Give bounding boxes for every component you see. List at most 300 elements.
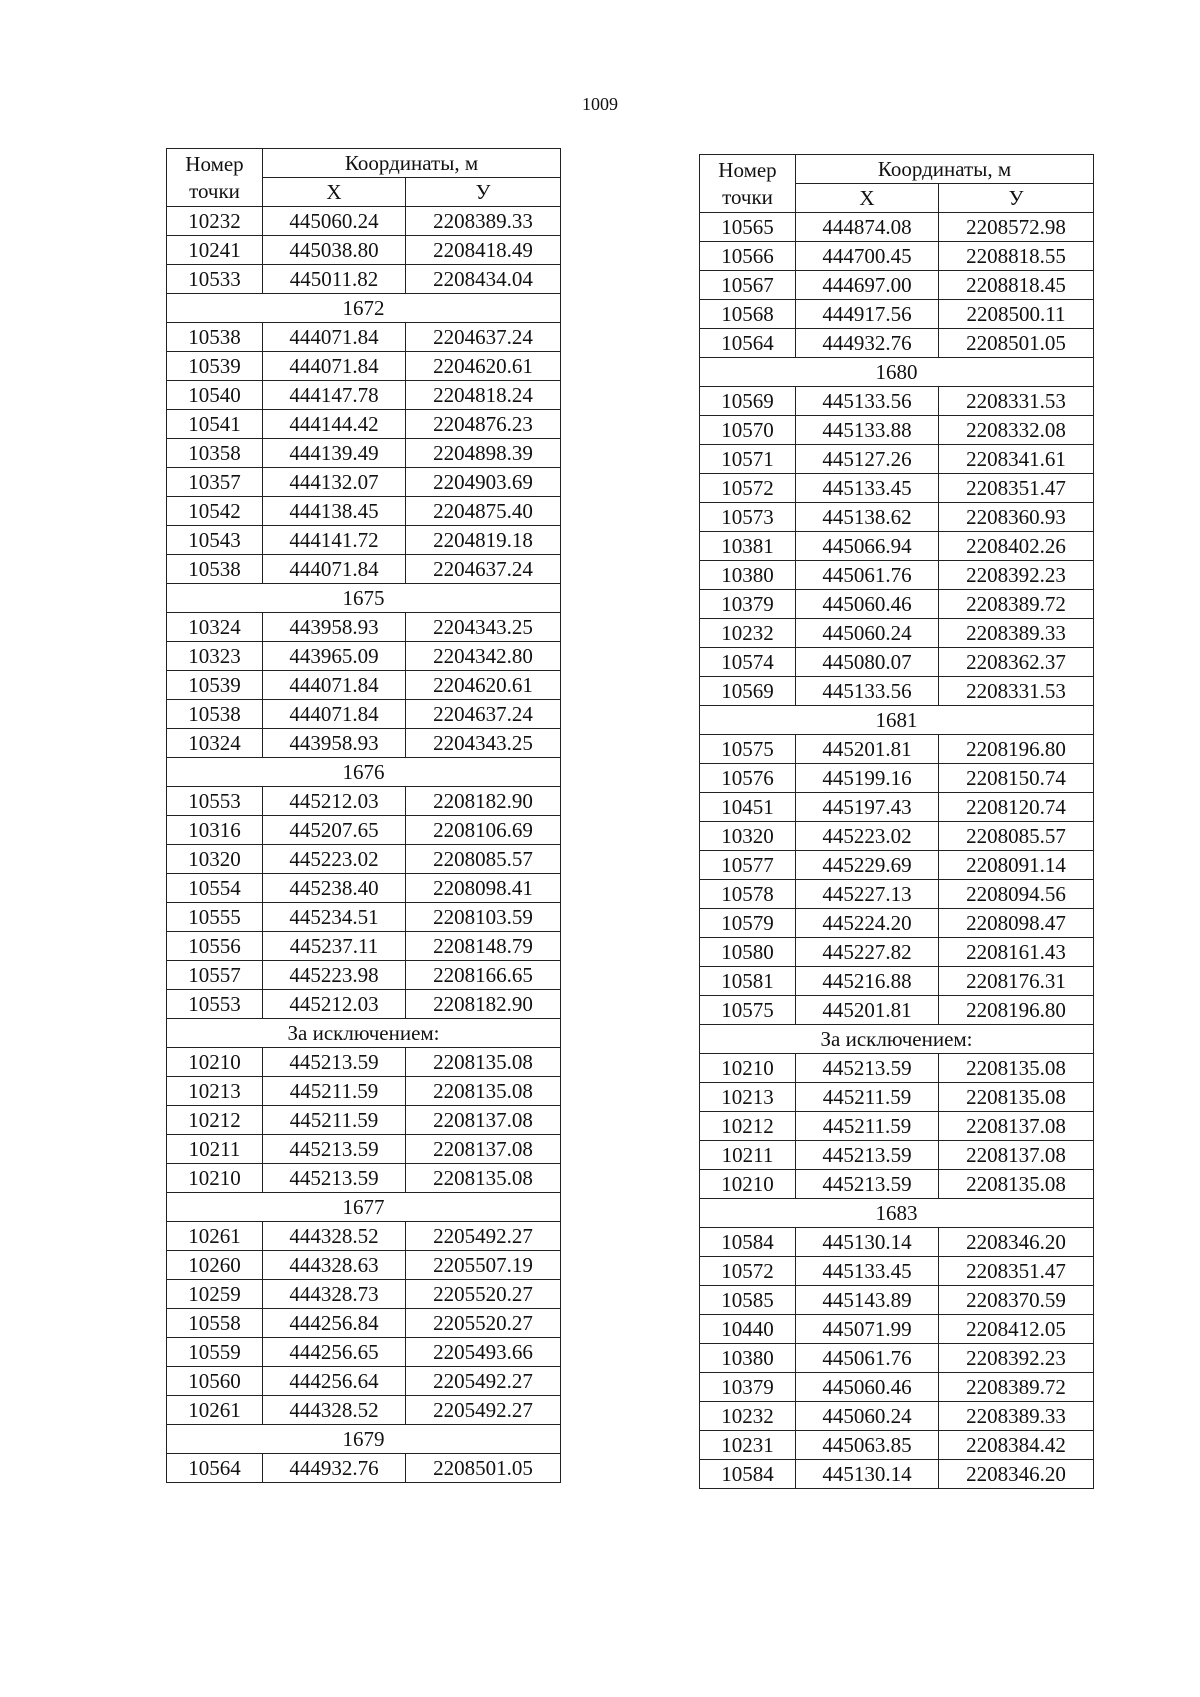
y-coordinate-cell: 2208098.47 bbox=[939, 909, 1094, 938]
table-row bbox=[700, 445, 1094, 474]
table-row bbox=[700, 909, 1094, 938]
x-coordinate-cell: 445061.76 bbox=[796, 1344, 939, 1373]
point-number-cell: 10565 bbox=[700, 213, 796, 242]
point-number-cell: 10564 bbox=[700, 329, 796, 358]
x-coordinate-cell: 444328.52 bbox=[263, 1222, 406, 1251]
point-number-cell: 10564 bbox=[167, 1454, 263, 1483]
header-coordinates: Координаты, м bbox=[263, 149, 561, 178]
y-coordinate-cell: 2208389.72 bbox=[939, 590, 1094, 619]
section-label: 1675 bbox=[167, 584, 561, 613]
y-coordinate-cell: 2208166.65 bbox=[406, 961, 561, 990]
point-number-cell: 10211 bbox=[167, 1135, 263, 1164]
y-coordinate-cell: 2208412.05 bbox=[939, 1315, 1094, 1344]
x-coordinate-cell: 444256.65 bbox=[263, 1338, 406, 1367]
y-coordinate-cell: 2208135.08 bbox=[406, 1048, 561, 1077]
y-coordinate-cell: 2205493.66 bbox=[406, 1338, 561, 1367]
point-number-cell: 10261 bbox=[167, 1396, 263, 1425]
header-coordinates: Координаты, м bbox=[796, 155, 1094, 184]
point-number-cell: 10570 bbox=[700, 416, 796, 445]
y-coordinate-cell: 2208346.20 bbox=[939, 1228, 1094, 1257]
y-coordinate-cell: 2204875.40 bbox=[406, 497, 561, 526]
y-coordinate-cell: 2208392.23 bbox=[939, 1344, 1094, 1373]
table-row bbox=[167, 613, 561, 642]
y-coordinate-cell: 2204819.18 bbox=[406, 526, 561, 555]
table-row bbox=[700, 648, 1094, 677]
point-number-cell: 10560 bbox=[167, 1367, 263, 1396]
y-coordinate-cell: 2208818.55 bbox=[939, 242, 1094, 271]
y-coordinate-cell: 2208135.08 bbox=[406, 1077, 561, 1106]
x-coordinate-cell: 444144.42 bbox=[263, 410, 406, 439]
point-number-cell: 10538 bbox=[167, 323, 263, 352]
table-row bbox=[167, 352, 561, 381]
table-row bbox=[167, 1222, 561, 1251]
point-number-cell: 10232 bbox=[700, 1402, 796, 1431]
x-coordinate-cell: 445133.88 bbox=[796, 416, 939, 445]
x-coordinate-cell: 445213.59 bbox=[796, 1141, 939, 1170]
point-number-cell: 10584 bbox=[700, 1228, 796, 1257]
table-row bbox=[700, 1373, 1094, 1402]
x-coordinate-cell: 445213.59 bbox=[796, 1054, 939, 1083]
y-coordinate-cell: 2208137.08 bbox=[406, 1135, 561, 1164]
x-coordinate-cell: 445216.88 bbox=[796, 967, 939, 996]
x-coordinate-cell: 445212.03 bbox=[263, 990, 406, 1019]
table-row bbox=[700, 1141, 1094, 1170]
point-number-cell: 10572 bbox=[700, 474, 796, 503]
table-row bbox=[700, 1460, 1094, 1489]
table-row bbox=[700, 938, 1094, 967]
x-coordinate-cell: 445227.82 bbox=[796, 938, 939, 967]
y-coordinate-cell: 2204876.23 bbox=[406, 410, 561, 439]
table-row bbox=[700, 1083, 1094, 1112]
point-number-cell: 10584 bbox=[700, 1460, 796, 1489]
x-coordinate-cell: 444932.76 bbox=[263, 1454, 406, 1483]
point-number-cell: 10210 bbox=[167, 1048, 263, 1077]
table-row bbox=[700, 590, 1094, 619]
table-row bbox=[700, 561, 1094, 590]
x-coordinate-cell: 444917.56 bbox=[796, 300, 939, 329]
point-number-cell: 10579 bbox=[700, 909, 796, 938]
y-coordinate-cell: 2208384.42 bbox=[939, 1431, 1094, 1460]
section-label: 1672 bbox=[167, 294, 561, 323]
table-row bbox=[700, 213, 1094, 242]
section-row bbox=[700, 706, 1094, 735]
table-row bbox=[700, 1431, 1094, 1460]
x-coordinate-cell: 445197.43 bbox=[796, 793, 939, 822]
section-row bbox=[167, 294, 561, 323]
y-coordinate-cell: 2208135.08 bbox=[406, 1164, 561, 1193]
x-coordinate-cell: 445223.02 bbox=[263, 845, 406, 874]
table-row bbox=[167, 1048, 561, 1077]
table-row bbox=[700, 677, 1094, 706]
x-coordinate-cell: 444256.64 bbox=[263, 1367, 406, 1396]
y-coordinate-cell: 2208161.43 bbox=[939, 938, 1094, 967]
point-number-cell: 10440 bbox=[700, 1315, 796, 1344]
point-number-cell: 10585 bbox=[700, 1286, 796, 1315]
section-row bbox=[700, 358, 1094, 387]
table-row bbox=[700, 503, 1094, 532]
x-coordinate-cell: 445060.24 bbox=[796, 619, 939, 648]
x-coordinate-cell: 444700.45 bbox=[796, 242, 939, 271]
y-coordinate-cell: 2204343.25 bbox=[406, 613, 561, 642]
table-row bbox=[700, 1054, 1094, 1083]
point-number-cell: 10577 bbox=[700, 851, 796, 880]
point-number-cell: 10533 bbox=[167, 265, 263, 294]
table-row bbox=[700, 735, 1094, 764]
point-number-cell: 10554 bbox=[167, 874, 263, 903]
table-row bbox=[167, 236, 561, 265]
section-row bbox=[700, 1025, 1094, 1054]
y-coordinate-cell: 2208148.79 bbox=[406, 932, 561, 961]
x-coordinate-cell: 445133.56 bbox=[796, 387, 939, 416]
table-row bbox=[167, 729, 561, 758]
y-coordinate-cell: 2208402.26 bbox=[939, 532, 1094, 561]
y-coordinate-cell: 2208362.37 bbox=[939, 648, 1094, 677]
point-number-cell: 10576 bbox=[700, 764, 796, 793]
table-row bbox=[167, 1338, 561, 1367]
y-coordinate-cell: 2204898.39 bbox=[406, 439, 561, 468]
point-number-cell: 10569 bbox=[700, 677, 796, 706]
y-coordinate-cell: 2208135.08 bbox=[939, 1170, 1094, 1199]
y-coordinate-cell: 2208346.20 bbox=[939, 1460, 1094, 1489]
table-row bbox=[700, 967, 1094, 996]
point-number-cell: 10261 bbox=[167, 1222, 263, 1251]
y-coordinate-cell: 2204818.24 bbox=[406, 381, 561, 410]
x-coordinate-cell: 443958.93 bbox=[263, 729, 406, 758]
x-coordinate-cell: 444328.52 bbox=[263, 1396, 406, 1425]
y-coordinate-cell: 2208120.74 bbox=[939, 793, 1094, 822]
x-coordinate-cell: 445234.51 bbox=[263, 903, 406, 932]
table-row bbox=[167, 700, 561, 729]
point-number-cell: 10543 bbox=[167, 526, 263, 555]
page-number: 1009 bbox=[582, 94, 618, 114]
y-coordinate-cell: 2204620.61 bbox=[406, 671, 561, 700]
table-row bbox=[700, 474, 1094, 503]
point-number-cell: 10567 bbox=[700, 271, 796, 300]
point-number-cell: 10539 bbox=[167, 671, 263, 700]
x-coordinate-cell: 444132.07 bbox=[263, 468, 406, 497]
y-coordinate-cell: 2208137.08 bbox=[406, 1106, 561, 1135]
y-coordinate-cell: 2208196.80 bbox=[939, 735, 1094, 764]
table-row bbox=[167, 265, 561, 294]
table-row bbox=[167, 468, 561, 497]
table-row bbox=[700, 764, 1094, 793]
point-number-cell: 10572 bbox=[700, 1257, 796, 1286]
x-coordinate-cell: 444071.84 bbox=[263, 700, 406, 729]
table-row bbox=[167, 903, 561, 932]
table-row bbox=[167, 526, 561, 555]
section-row bbox=[167, 584, 561, 613]
point-number-cell: 10323 bbox=[167, 642, 263, 671]
table-row bbox=[167, 1454, 561, 1483]
point-number-cell: 10553 bbox=[167, 990, 263, 1019]
y-coordinate-cell: 2208389.33 bbox=[406, 207, 561, 236]
point-number-cell: 10538 bbox=[167, 555, 263, 584]
x-coordinate-cell: 445229.69 bbox=[796, 851, 939, 880]
table-row bbox=[700, 619, 1094, 648]
header-x: Х bbox=[263, 178, 406, 207]
y-coordinate-cell: 2205492.27 bbox=[406, 1396, 561, 1425]
table-body-right bbox=[700, 213, 1094, 1489]
section-label: 1680 bbox=[700, 358, 1094, 387]
table-row bbox=[167, 1135, 561, 1164]
table-row bbox=[167, 1251, 561, 1280]
table-row bbox=[700, 1170, 1094, 1199]
y-coordinate-cell: 2208098.41 bbox=[406, 874, 561, 903]
x-coordinate-cell: 445199.16 bbox=[796, 764, 939, 793]
table-row bbox=[700, 996, 1094, 1025]
x-coordinate-cell: 445211.59 bbox=[263, 1077, 406, 1106]
table-row bbox=[167, 207, 561, 236]
x-coordinate-cell: 445127.26 bbox=[796, 445, 939, 474]
y-coordinate-cell: 2204620.61 bbox=[406, 352, 561, 381]
x-coordinate-cell: 444874.08 bbox=[796, 213, 939, 242]
point-number-cell: 10241 bbox=[167, 236, 263, 265]
y-coordinate-cell: 2208103.59 bbox=[406, 903, 561, 932]
section-row bbox=[167, 758, 561, 787]
point-number-cell: 10358 bbox=[167, 439, 263, 468]
table-row bbox=[700, 532, 1094, 561]
y-coordinate-cell: 2208182.90 bbox=[406, 787, 561, 816]
table-row bbox=[167, 932, 561, 961]
x-coordinate-cell: 444071.84 bbox=[263, 323, 406, 352]
point-number-cell: 10553 bbox=[167, 787, 263, 816]
table-row bbox=[700, 1257, 1094, 1286]
point-number-cell: 10559 bbox=[167, 1338, 263, 1367]
table-row bbox=[167, 1164, 561, 1193]
x-coordinate-cell: 445061.76 bbox=[796, 561, 939, 590]
section-label: 1683 bbox=[700, 1199, 1094, 1228]
point-number-cell: 10212 bbox=[700, 1112, 796, 1141]
point-number-cell: 10231 bbox=[700, 1431, 796, 1460]
point-number-cell: 10324 bbox=[167, 729, 263, 758]
point-number-cell: 10232 bbox=[167, 207, 263, 236]
point-number-cell: 10575 bbox=[700, 996, 796, 1025]
x-coordinate-cell: 445143.89 bbox=[796, 1286, 939, 1315]
table-row bbox=[167, 874, 561, 903]
y-coordinate-cell: 2208085.57 bbox=[939, 822, 1094, 851]
section-label: За исключением: bbox=[167, 1019, 561, 1048]
point-number-cell: 10581 bbox=[700, 967, 796, 996]
table-row bbox=[700, 851, 1094, 880]
table-row bbox=[700, 1315, 1094, 1344]
x-coordinate-cell: 444932.76 bbox=[796, 329, 939, 358]
x-coordinate-cell: 445133.45 bbox=[796, 474, 939, 503]
table-row bbox=[167, 555, 561, 584]
section-label: 1676 bbox=[167, 758, 561, 787]
point-number-cell: 10538 bbox=[167, 700, 263, 729]
point-number-cell: 10316 bbox=[167, 816, 263, 845]
point-number-cell: 10558 bbox=[167, 1309, 263, 1338]
x-coordinate-cell: 445237.11 bbox=[263, 932, 406, 961]
point-number-cell: 10379 bbox=[700, 590, 796, 619]
y-coordinate-cell: 2208370.59 bbox=[939, 1286, 1094, 1315]
table-row bbox=[167, 381, 561, 410]
y-coordinate-cell: 2208106.69 bbox=[406, 816, 561, 845]
x-coordinate-cell: 445211.59 bbox=[796, 1112, 939, 1141]
point-number-cell: 10568 bbox=[700, 300, 796, 329]
table-row bbox=[167, 816, 561, 845]
header-x: Х bbox=[796, 184, 939, 213]
y-coordinate-cell: 2208091.14 bbox=[939, 851, 1094, 880]
x-coordinate-cell: 445213.59 bbox=[263, 1135, 406, 1164]
point-number-cell: 10357 bbox=[167, 468, 263, 497]
y-coordinate-cell: 2208501.05 bbox=[939, 329, 1094, 358]
table-row bbox=[167, 439, 561, 468]
y-coordinate-cell: 2208137.08 bbox=[939, 1112, 1094, 1141]
y-coordinate-cell: 2205492.27 bbox=[406, 1367, 561, 1396]
table-row bbox=[167, 961, 561, 990]
point-number-cell: 10573 bbox=[700, 503, 796, 532]
section-row bbox=[167, 1193, 561, 1222]
table-row bbox=[167, 1396, 561, 1425]
x-coordinate-cell: 444328.73 bbox=[263, 1280, 406, 1309]
x-coordinate-cell: 444147.78 bbox=[263, 381, 406, 410]
y-coordinate-cell: 2204637.24 bbox=[406, 555, 561, 584]
y-coordinate-cell: 2204903.69 bbox=[406, 468, 561, 497]
y-coordinate-cell: 2208818.45 bbox=[939, 271, 1094, 300]
point-number-cell: 10259 bbox=[167, 1280, 263, 1309]
point-number-cell: 10324 bbox=[167, 613, 263, 642]
x-coordinate-cell: 445060.46 bbox=[796, 1373, 939, 1402]
y-coordinate-cell: 2208501.05 bbox=[406, 1454, 561, 1483]
table-row bbox=[167, 671, 561, 700]
table-row bbox=[167, 1367, 561, 1396]
x-coordinate-cell: 445038.80 bbox=[263, 236, 406, 265]
y-coordinate-cell: 2208418.49 bbox=[406, 236, 561, 265]
x-coordinate-cell: 445138.62 bbox=[796, 503, 939, 532]
x-coordinate-cell: 445060.24 bbox=[263, 207, 406, 236]
x-coordinate-cell: 443958.93 bbox=[263, 613, 406, 642]
table-row bbox=[167, 323, 561, 352]
header-y: У bbox=[406, 178, 561, 207]
table-row bbox=[700, 1112, 1094, 1141]
x-coordinate-cell: 445060.24 bbox=[796, 1402, 939, 1431]
x-coordinate-cell: 445130.14 bbox=[796, 1228, 939, 1257]
y-coordinate-cell: 2204343.25 bbox=[406, 729, 561, 758]
point-number-cell: 10232 bbox=[700, 619, 796, 648]
table-row bbox=[700, 1286, 1094, 1315]
table-row bbox=[700, 1344, 1094, 1373]
y-coordinate-cell: 2208434.04 bbox=[406, 265, 561, 294]
y-coordinate-cell: 2208135.08 bbox=[939, 1083, 1094, 1112]
table-row bbox=[700, 1228, 1094, 1257]
point-number-cell: 10542 bbox=[167, 497, 263, 526]
table-row bbox=[167, 1106, 561, 1135]
table-row bbox=[700, 387, 1094, 416]
x-coordinate-cell: 445224.20 bbox=[796, 909, 939, 938]
y-coordinate-cell: 2204637.24 bbox=[406, 700, 561, 729]
header-point-number: Номер точки bbox=[700, 155, 796, 213]
point-number-cell: 10213 bbox=[700, 1083, 796, 1112]
table-row bbox=[700, 1402, 1094, 1431]
y-coordinate-cell: 2204637.24 bbox=[406, 323, 561, 352]
table-row bbox=[700, 880, 1094, 909]
section-label: За исключением: bbox=[700, 1025, 1094, 1054]
point-number-cell: 10555 bbox=[167, 903, 263, 932]
x-coordinate-cell: 444071.84 bbox=[263, 671, 406, 700]
table-row bbox=[167, 1309, 561, 1338]
table-row bbox=[167, 845, 561, 874]
x-coordinate-cell: 444697.00 bbox=[796, 271, 939, 300]
y-coordinate-cell: 2208572.98 bbox=[939, 213, 1094, 242]
y-coordinate-cell: 2208137.08 bbox=[939, 1141, 1094, 1170]
y-coordinate-cell: 2208176.31 bbox=[939, 967, 1094, 996]
table-row bbox=[167, 1077, 561, 1106]
x-coordinate-cell: 444138.45 bbox=[263, 497, 406, 526]
point-number-cell: 10556 bbox=[167, 932, 263, 961]
y-coordinate-cell: 2208392.23 bbox=[939, 561, 1094, 590]
y-coordinate-cell: 2208196.80 bbox=[939, 996, 1094, 1025]
y-coordinate-cell: 2208500.11 bbox=[939, 300, 1094, 329]
y-coordinate-cell: 2208094.56 bbox=[939, 880, 1094, 909]
x-coordinate-cell: 445212.03 bbox=[263, 787, 406, 816]
y-coordinate-cell: 2204342.80 bbox=[406, 642, 561, 671]
y-coordinate-cell: 2208150.74 bbox=[939, 764, 1094, 793]
coordinates-table-left bbox=[166, 148, 561, 1483]
table-row bbox=[700, 416, 1094, 445]
table-row bbox=[700, 271, 1094, 300]
y-coordinate-cell: 2208135.08 bbox=[939, 1054, 1094, 1083]
header-y: У bbox=[939, 184, 1094, 213]
x-coordinate-cell: 443965.09 bbox=[263, 642, 406, 671]
table-row bbox=[700, 242, 1094, 271]
point-number-cell: 10211 bbox=[700, 1141, 796, 1170]
point-number-cell: 10213 bbox=[167, 1077, 263, 1106]
table-row bbox=[167, 642, 561, 671]
table-row bbox=[167, 1280, 561, 1309]
y-coordinate-cell: 2208389.33 bbox=[939, 619, 1094, 648]
point-number-cell: 10541 bbox=[167, 410, 263, 439]
x-coordinate-cell: 444141.72 bbox=[263, 526, 406, 555]
section-row bbox=[167, 1019, 561, 1048]
y-coordinate-cell: 2208351.47 bbox=[939, 1257, 1094, 1286]
table-row bbox=[167, 787, 561, 816]
x-coordinate-cell: 445207.65 bbox=[263, 816, 406, 845]
point-number-cell: 10210 bbox=[700, 1170, 796, 1199]
point-number-cell: 10381 bbox=[700, 532, 796, 561]
section-row bbox=[167, 1425, 561, 1454]
y-coordinate-cell: 2208085.57 bbox=[406, 845, 561, 874]
point-number-cell: 10540 bbox=[167, 381, 263, 410]
point-number-cell: 10578 bbox=[700, 880, 796, 909]
y-coordinate-cell: 2205492.27 bbox=[406, 1222, 561, 1251]
y-coordinate-cell: 2208360.93 bbox=[939, 503, 1094, 532]
x-coordinate-cell: 445213.59 bbox=[796, 1170, 939, 1199]
point-number-cell: 10260 bbox=[167, 1251, 263, 1280]
x-coordinate-cell: 445201.81 bbox=[796, 996, 939, 1025]
y-coordinate-cell: 2208331.53 bbox=[939, 387, 1094, 416]
point-number-cell: 10320 bbox=[167, 845, 263, 874]
x-coordinate-cell: 444071.84 bbox=[263, 555, 406, 584]
x-coordinate-cell: 445213.59 bbox=[263, 1164, 406, 1193]
table-row bbox=[700, 822, 1094, 851]
x-coordinate-cell: 445066.94 bbox=[796, 532, 939, 561]
point-number-cell: 10379 bbox=[700, 1373, 796, 1402]
y-coordinate-cell: 2208332.08 bbox=[939, 416, 1094, 445]
y-coordinate-cell: 2208389.33 bbox=[939, 1402, 1094, 1431]
point-number-cell: 10574 bbox=[700, 648, 796, 677]
x-coordinate-cell: 444256.84 bbox=[263, 1309, 406, 1338]
x-coordinate-cell: 445211.59 bbox=[796, 1083, 939, 1112]
y-coordinate-cell: 2208351.47 bbox=[939, 474, 1094, 503]
point-number-cell: 10451 bbox=[700, 793, 796, 822]
x-coordinate-cell: 445211.59 bbox=[263, 1106, 406, 1135]
point-number-cell: 10380 bbox=[700, 561, 796, 590]
x-coordinate-cell: 445063.85 bbox=[796, 1431, 939, 1460]
x-coordinate-cell: 445080.07 bbox=[796, 648, 939, 677]
point-number-cell: 10210 bbox=[700, 1054, 796, 1083]
x-coordinate-cell: 445011.82 bbox=[263, 265, 406, 294]
